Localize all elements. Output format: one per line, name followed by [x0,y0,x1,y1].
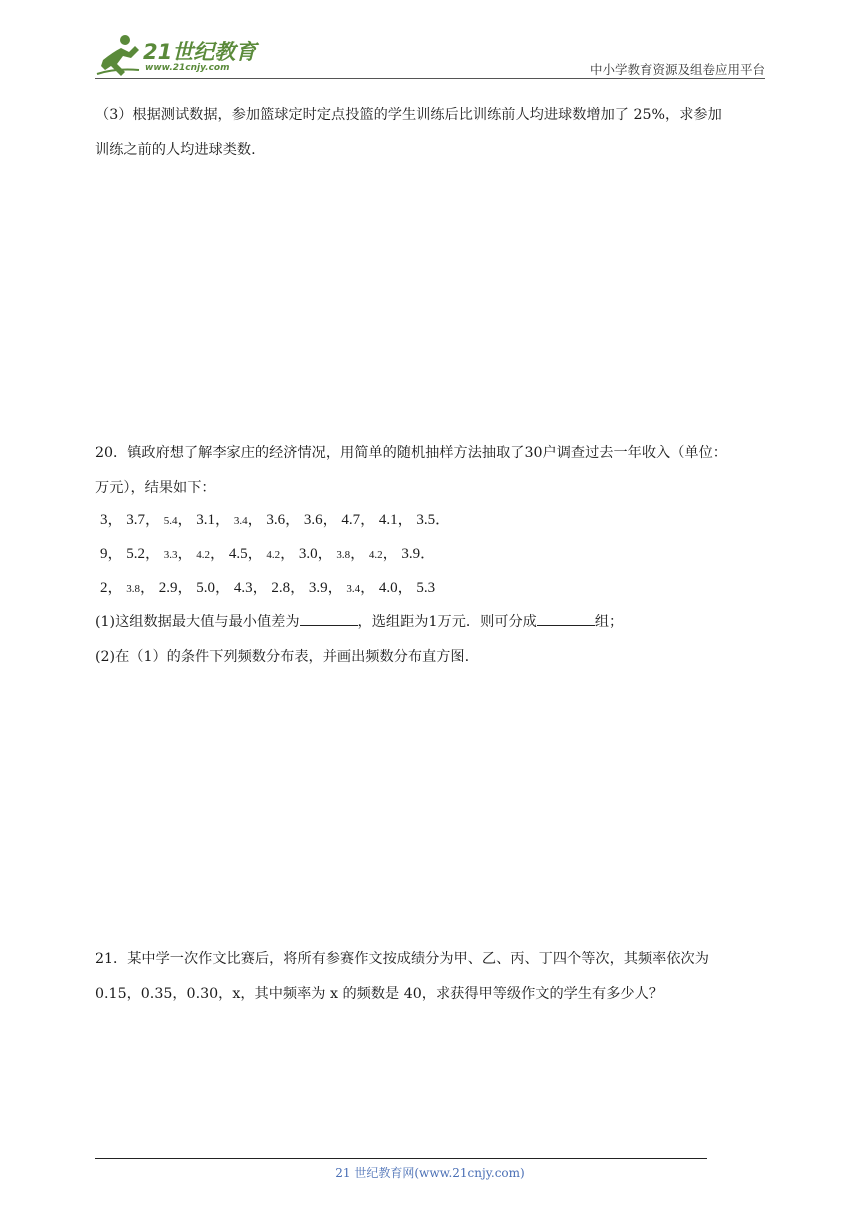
q20-part1-text-b: ，选组距为1万元．则可分成 [357,614,537,630]
q20-part1-text-c: 组； [594,614,624,630]
data-value: 4.7 [341,512,361,528]
data-value: 4.2 [196,549,211,561]
q20-part1-text-a: (1)这组数据最大值与最小值差为 [95,614,300,630]
data-value: 5.4 [163,515,178,527]
q20-line1: 20．镇政府想了解李家庄的经济情况，用简单的随机抽样方法抽取了30户调查过去一年收入（单位： [95,445,727,461]
data-value: 3.8 [126,583,141,595]
q20-data-row-2: 9， 5.2， 3.3， 4.2， 4.5， 4.2， 3.0， 3.8， 4.2， 3.9． [100,546,436,562]
q20-data-row-3: 2， 3.8， 2.9， 5.0， 4.3， 2.8， 3.9， 3.4， 4.0， 5.3 [100,580,436,596]
data-value: 3.3 [163,549,178,561]
logo [95,30,265,78]
data-value: 3.4 [346,583,361,595]
data-value: 4.2 [266,549,281,561]
data-value: 4.0 [378,580,398,596]
data-value: 3.6 [303,512,323,528]
data-value: 3.4 [233,515,248,527]
data-value: 5.3 [416,580,436,596]
data-value: 3.0 [298,546,318,562]
q20-part1 [95,605,765,640]
data-value: 3.6 [266,512,286,528]
page-header [95,30,765,80]
data-value: 2 [100,580,108,596]
data-value: 2.9 [158,580,178,596]
data-value: 5.2 [126,546,146,562]
q21-line2: 0.15，0.35，0.30，x，其中频率为 x 的频数是 40，求获得甲等级作文的学生有多少人？ [95,986,663,1002]
q19-part3-line2: 训练之前的人均进球类数. [95,142,256,158]
data-value: 5.0 [196,580,216,596]
runner-icon [95,30,143,78]
data-value: 3.7 [126,512,146,528]
data-value: 9 [100,546,108,562]
data-value: 3.9 [401,546,421,562]
data-value: 3.8 [336,549,351,561]
data-value: 4.2 [368,549,383,561]
footer-text[interactable]: 21 世纪教育网(www.21cnjy.com) [335,1166,525,1180]
data-value: 2.8 [271,580,291,596]
data-value: 3 [100,512,108,528]
data-value: 4.5 [228,546,248,562]
logo-url: www.21cnjy.com [145,63,230,73]
data-value: 3.9 [308,580,328,596]
header-divider [95,78,765,79]
q20-data-row-1: 3， 3.7， 5.4， 3.1， 3.4， 3.6， 3.6， 4.7， 4.1， 3.5． [100,512,451,528]
data-value: 3.5 [416,512,436,528]
answer-blank[interactable] [537,611,595,626]
q20-line2: 万元），结果如下： [95,480,216,496]
data-value: 3.1 [196,512,216,528]
footer-divider [95,1158,707,1159]
q20-part2: (2)在（1）的条件下列频数分布表，并画出频数分布直方图. [95,649,470,665]
q21-line1: 21．某中学一次作文比赛后，将所有参赛作文按成绩分为甲、乙、丙、丁四个等次，其频率依次为 [95,951,709,967]
logo-text: 21世纪教育 [143,40,257,64]
platform-name: 中小学教育资源及组卷应用平台 [589,62,765,77]
data-value: 4.1 [378,512,398,528]
q19-part3-line1: （3）根据测试数据，参加篮球定时定点投篮的学生训练后比训练前人均进球数增加了 25%，求参加 [95,107,722,123]
answer-blank[interactable] [300,611,358,626]
data-value: 4.3 [233,580,253,596]
